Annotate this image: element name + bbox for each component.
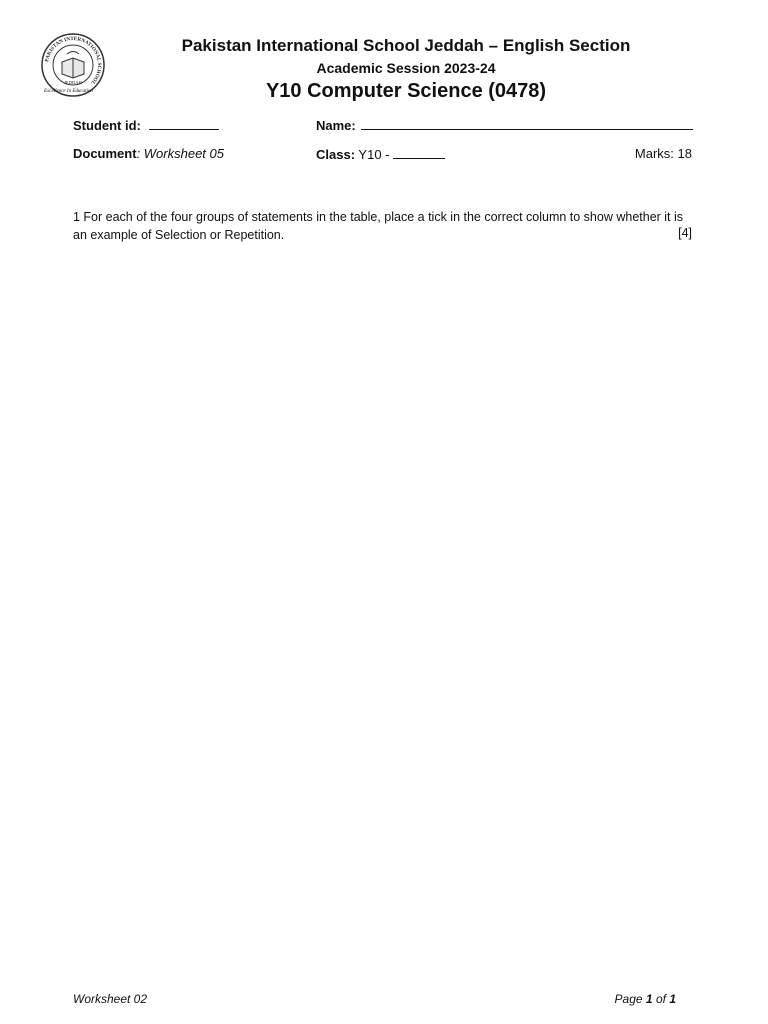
footer-page-number (600, 992, 676, 1006)
footer-page-word: Page (614, 992, 643, 1006)
question-1-text: 1 For each of the four groups of statements in the table, place a tick in the correct column to show whether it is an example of Selection or Repetition. (73, 210, 684, 242)
marks-label: Marks: 18 (634, 146, 692, 161)
document-value: : Worksheet 05 (136, 146, 224, 161)
footer-worksheet: Worksheet 02 (73, 992, 148, 1006)
name-field (316, 117, 693, 133)
academic-session: Academic Session 2023-24 (316, 60, 496, 76)
class-field (316, 146, 445, 162)
course-title: Y10 Computer Science (0478) (265, 80, 547, 102)
footer-page-total: 1 (669, 992, 676, 1006)
name-label: Name: (316, 118, 356, 133)
student-id-field (73, 117, 219, 133)
footer-of-word: of (655, 992, 666, 1006)
student-id-label: Student id: (73, 118, 141, 133)
document-field (73, 146, 224, 161)
name-blank (361, 117, 693, 130)
question-1-marks: [4] (678, 226, 692, 240)
logo-ring-text: PAKISTAN INTERNATIONAL SCHOOL (44, 35, 103, 86)
student-id-blank (149, 117, 219, 130)
class-blank (393, 146, 445, 159)
school-title: Pakistan International School Jeddah – English Section (181, 36, 631, 55)
class-value: Y10 - (358, 147, 390, 162)
footer-page-current: 1 (645, 992, 653, 1006)
logo-city-text: JEDDAH (64, 80, 82, 85)
class-label: Class: (316, 147, 356, 162)
question-1 (73, 208, 693, 244)
document-label: Document (73, 146, 137, 161)
logo-motto: Excellence In Education (44, 89, 93, 94)
